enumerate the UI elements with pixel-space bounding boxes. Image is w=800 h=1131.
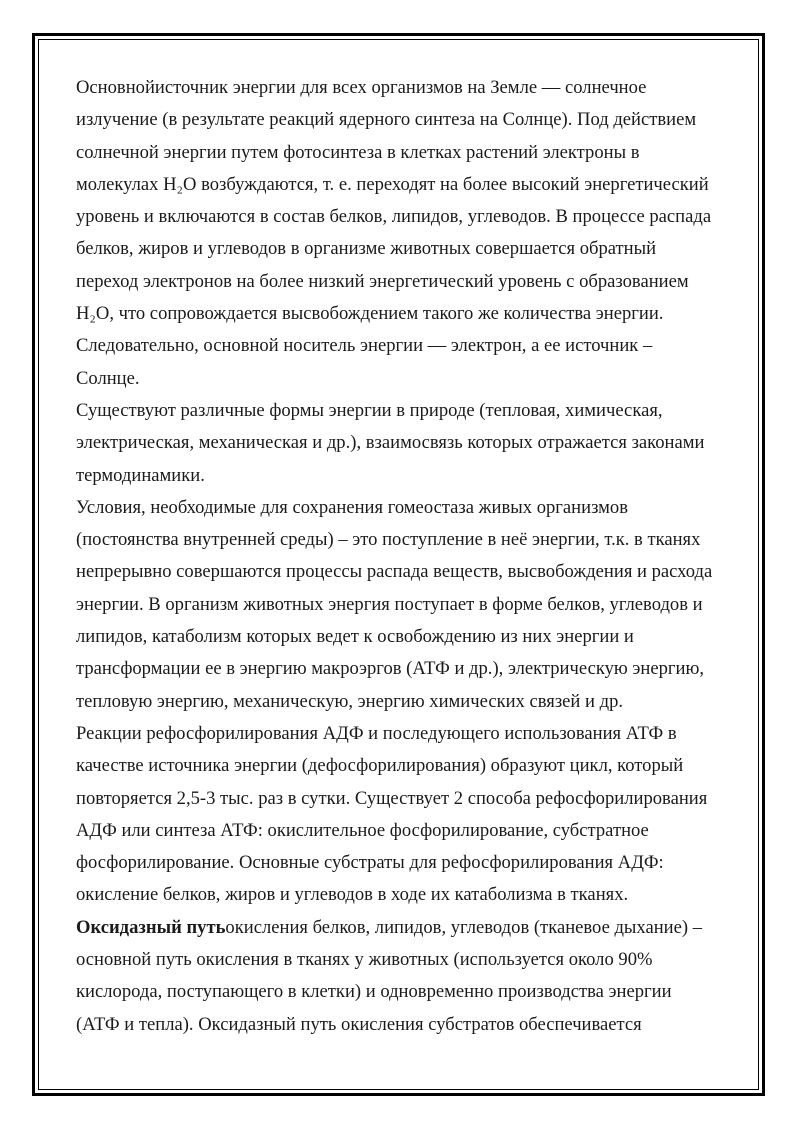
text-line: тепловую энергию, механическую, энергию химических связей и др.: [76, 690, 624, 712]
bold-line-rest: окисления белков, липидов, углеводов (тканевое дыхание) –: [225, 916, 703, 938]
text-line: молекулах H₂O возбуждаются, т. е. переходят на более высокий энергетический: [76, 173, 709, 195]
text-line: АДФ или синтеза АТФ: окислительное фосфорилирование, субстратное: [76, 819, 649, 841]
text-line: фосфорилирование. Основные субстраты для рефосфорилирования АДФ:: [76, 852, 664, 874]
text-line: кислорода, поступающего в клетки) и одновременно производства энергии: [76, 981, 672, 1003]
text-line: Основнойисточник энергии для всех организмов на Земле — солнечное: [76, 77, 647, 98]
text-line: Солнце.: [76, 367, 140, 389]
text-line: излучение (в результате реакций ядерного синтеза на Солнце). Под действием: [76, 109, 697, 131]
text-line: (АТФ и тепла). Оксидазный путь окисления субстратов обеспечивается: [76, 1013, 642, 1035]
text-line: Реакции рефосфорилирования АДФ и последующего использования АТФ в: [76, 722, 677, 744]
text-line: (постоянства внутренней среды) – это поступление в неё энергии, т.к. в тканях: [76, 529, 701, 551]
text-line: Существуют различные формы энергии в природе (тепловая, химическая,: [76, 399, 663, 421]
text-line: солнечной энергии путем фотосинтеза в клетках растений электроны в: [76, 141, 640, 163]
text-line: Следовательно, основной носитель энергии — электрон, а ее источник –: [76, 335, 653, 357]
text-line: Условия, необходимые для сохранения гомеостаза живых организмов: [76, 496, 628, 518]
text-line: электрическая, механическая и др.), взаимосвязь которых отражается законами: [76, 432, 705, 454]
text-line: качестве источника энергии (дефосфорилирования) образуют цикл, который: [76, 755, 684, 777]
text-line: липидов, катаболизм которых ведет к освобождению из них энергии и: [76, 626, 634, 648]
text-line: непрерывно совершаются процессы распада веществ, высвобождения и расхода: [76, 561, 713, 583]
text-line: трансформации ее в энергию макроэргов (АТФ и др.), электрическую энергию,: [76, 658, 705, 680]
text-line: энергии. В организм животных энергия поступает в форме белков, углеводов и: [76, 593, 703, 615]
text-line: переход электронов на более низкий энергетический уровень с образованием: [76, 270, 689, 292]
text-line-bold-lead: [76, 912, 736, 944]
text-line: повторяется 2,5-3 тыс. раз в сутки. Существует 2 способа рефосфорилирования: [76, 787, 708, 809]
bold-term: Оксидазный путь: [76, 916, 226, 938]
text-line: белков, жиров и углеводов в организме животных совершается обратный: [76, 238, 657, 260]
text-line: термодинамики.: [76, 464, 205, 486]
text-line: уровень и включаются в состав белков, липидов, углеводов. В процессе распада: [76, 206, 712, 228]
text-line: основной путь окисления в тканях у животных (используется около 90%: [76, 949, 653, 971]
document-body: [76, 72, 736, 1041]
text-line: окисление белков, жиров и углеводов в ходе их катаболизма в тканях.: [76, 884, 629, 906]
text-line: H₂O, что сопровождается высвобождением такого же количества энергии.: [76, 303, 664, 325]
